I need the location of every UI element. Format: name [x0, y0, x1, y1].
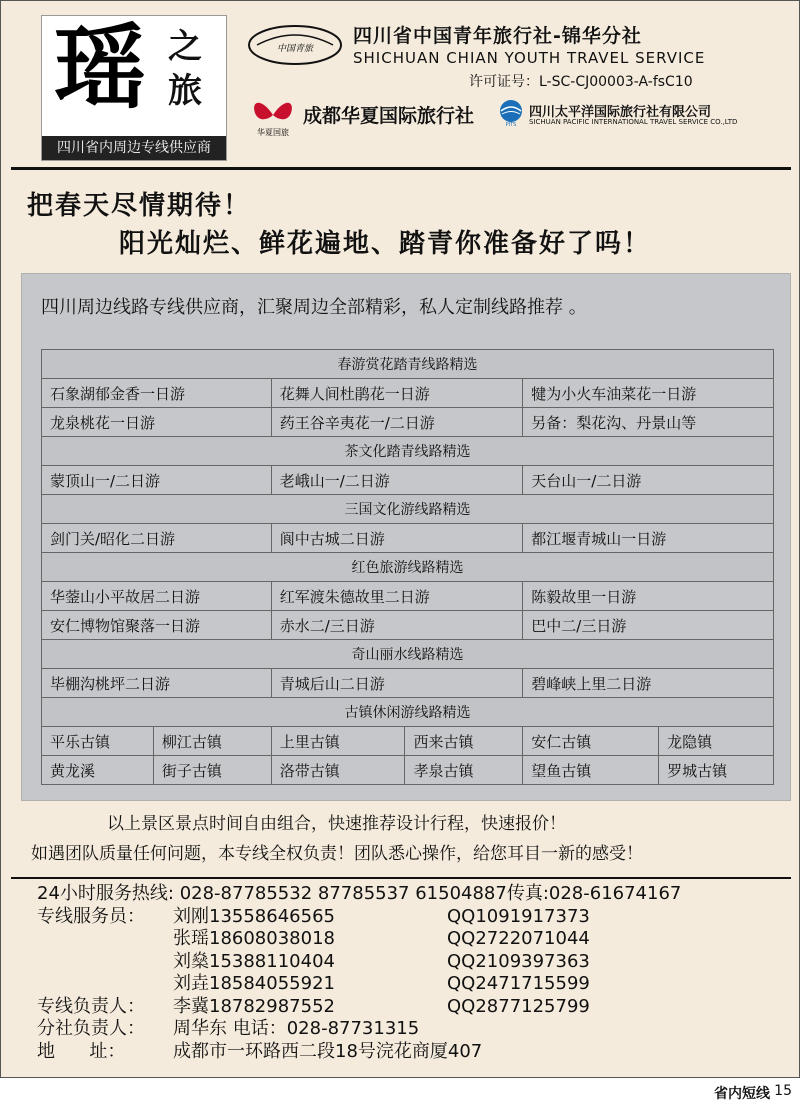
pits-name: 四川太平洋国际旅行社有限公司	[529, 105, 712, 120]
route-cell: 蒙顶山一/二日游	[42, 466, 272, 495]
huaxia-name: 成都华夏国际旅行社	[303, 105, 475, 127]
route-cell: 罗城古镇	[659, 756, 774, 785]
table-row	[42, 669, 774, 698]
route-cell: 柳江古镇	[153, 727, 271, 756]
logo-small-char-2: 旅	[168, 71, 202, 111]
route-cell: 天台山一/二日游	[523, 466, 774, 495]
route-cell: 洛带古镇	[271, 756, 405, 785]
staff-qq: QQ1091917373	[447, 905, 590, 927]
route-cell: 石象湖郁金香一日游	[42, 379, 272, 408]
table-row	[42, 756, 774, 785]
cyts-english-name: SHICHUAN CHIAN YOUTH TRAVEL SERVICE	[353, 49, 706, 67]
table-row	[42, 524, 774, 553]
contact-divider	[11, 877, 791, 879]
table-row	[42, 727, 774, 756]
route-cell: 陈毅故里一日游	[523, 582, 774, 611]
table-row	[42, 379, 774, 408]
section-title: 古镇休闲游线路精选	[42, 698, 774, 727]
route-cell: 安仁古镇	[523, 727, 659, 756]
intro-text: 四川周边线路专线供应商，汇聚周边全部精彩，私人定制线路推荐 。	[41, 297, 587, 318]
slogan-line-2: 阳光灿烂、鲜花遍地、踏青你准备好了吗！	[119, 229, 652, 259]
route-cell: 华蓥山小平故居二日游	[42, 582, 272, 611]
section-title: 茶文化踏青线路精选	[42, 437, 774, 466]
yao-travel-logo	[41, 15, 227, 161]
staff-qq: QQ2471715599	[447, 973, 590, 994]
staff-qq: QQ2109397363	[447, 950, 590, 972]
staff-label: 专线服务员：	[37, 905, 145, 927]
cyts-name: 四川省中国青年旅行社-锦华分社	[353, 25, 642, 47]
routes-table	[41, 349, 774, 785]
pits-logo-text: PITS	[505, 122, 517, 127]
table-row	[42, 408, 774, 437]
table-row	[42, 582, 774, 611]
staff-phone: 刘燊15388110404	[173, 950, 335, 972]
license-number: 许可证号：L-SC-CJ00003-A-fsC10	[469, 74, 693, 90]
route-cell: 黄龙溪	[42, 756, 154, 785]
slogan-line-1: 把春天尽情期待！	[27, 191, 252, 221]
header-divider	[11, 167, 791, 170]
huaxia-logo-text: 华夏国旅	[257, 128, 289, 137]
address-label: 地 址：	[37, 1040, 126, 1062]
route-cell: 剑门关/昭化二日游	[42, 524, 272, 553]
route-cell: 上里古镇	[271, 727, 405, 756]
pits-globe-icon	[497, 99, 525, 127]
cyts-logo-icon	[247, 23, 343, 67]
pits-english-name: SICHUAN PACIFIC INTERNATIONAL TRAVEL SERVICE CO.,LTD	[529, 118, 738, 126]
route-cell: 阆中古城二日游	[271, 524, 523, 553]
section-title: 奇山丽水线路精选	[42, 640, 774, 669]
staff-phone: 张瑶18608038018	[173, 928, 335, 949]
notice-line-1: 以上景区景点时间自由组合，快速推荐设计行程，快速报价！	[107, 814, 566, 834]
route-cell: 街子古镇	[153, 756, 271, 785]
logo-small-char-1: 之	[168, 27, 202, 67]
huaxia-butterfly-icon	[247, 95, 299, 139]
route-cell: 赤水二/三日游	[271, 611, 523, 640]
route-cell: 龙泉桃花一日游	[42, 408, 272, 437]
header	[1, 1, 800, 167]
section-title: 红色旅游线路精选	[42, 553, 774, 582]
logo-caption: 四川省内周边专线供应商	[42, 136, 226, 160]
route-cell: 西来古镇	[405, 727, 523, 756]
route-cell: 平乐古镇	[42, 727, 154, 756]
route-cell: 毕棚沟桃坪二日游	[42, 669, 272, 698]
route-cell: 药王谷辛夷花一/二日游	[271, 408, 523, 437]
route-cell: 另备：梨花沟、丹景山等	[523, 408, 774, 437]
staff-phone: 刘垚18584055921	[173, 973, 335, 994]
route-cell: 巴中二/三日游	[523, 611, 774, 640]
logo-main-char: 瑶	[54, 14, 147, 122]
route-cell: 孝泉古镇	[405, 756, 523, 785]
section-title: 三国文化游线路精选	[42, 495, 774, 524]
notice-line-2: 如遇团队质量任何问题，本专线全权负责！团队悉心操作，给您耳目一新的感受！	[31, 844, 643, 864]
branch-contact: 周华东 电话：028-87731315	[173, 1018, 420, 1039]
staff-qq: QQ2722071044	[447, 928, 590, 949]
footer-section-label: 省内短线	[714, 1086, 770, 1100]
manager-phone: 李冀18782987552	[173, 995, 335, 1017]
route-cell: 都江堰青城山一日游	[523, 524, 774, 553]
route-cell: 老峨山一/二日游	[271, 466, 523, 495]
route-cell: 碧峰峡上里二日游	[523, 669, 774, 698]
address: 成都市一环路西二段18号浣花商厦407	[173, 1040, 483, 1062]
route-cell: 安仁博物馆聚落一日游	[42, 611, 272, 640]
staff-phone: 刘刚13558646565	[173, 905, 335, 927]
manager-label: 专线负责人：	[37, 995, 145, 1017]
route-cell: 花舞人间杜鹃花一日游	[271, 379, 523, 408]
route-cell: 望鱼古镇	[523, 756, 659, 785]
route-cell: 红军渡朱德故里二日游	[271, 582, 523, 611]
route-cell: 青城后山二日游	[271, 669, 523, 698]
section-title: 春游赏花踏青线路精选	[42, 350, 774, 379]
table-row	[42, 611, 774, 640]
table-row	[42, 466, 774, 495]
manager-qq: QQ2877125799	[447, 995, 590, 1017]
route-cell: 犍为小火车油菜花一日游	[523, 379, 774, 408]
page-number: 15	[774, 1083, 792, 1099]
route-cell: 龙隐镇	[659, 727, 774, 756]
cyts-logo-text: 中国青旅	[276, 44, 314, 54]
hotline: 24小时服务热线: 028-87785532 87785537 61504887传真:028-61674167	[37, 883, 682, 904]
branch-label: 分社负责人：	[37, 1018, 145, 1039]
